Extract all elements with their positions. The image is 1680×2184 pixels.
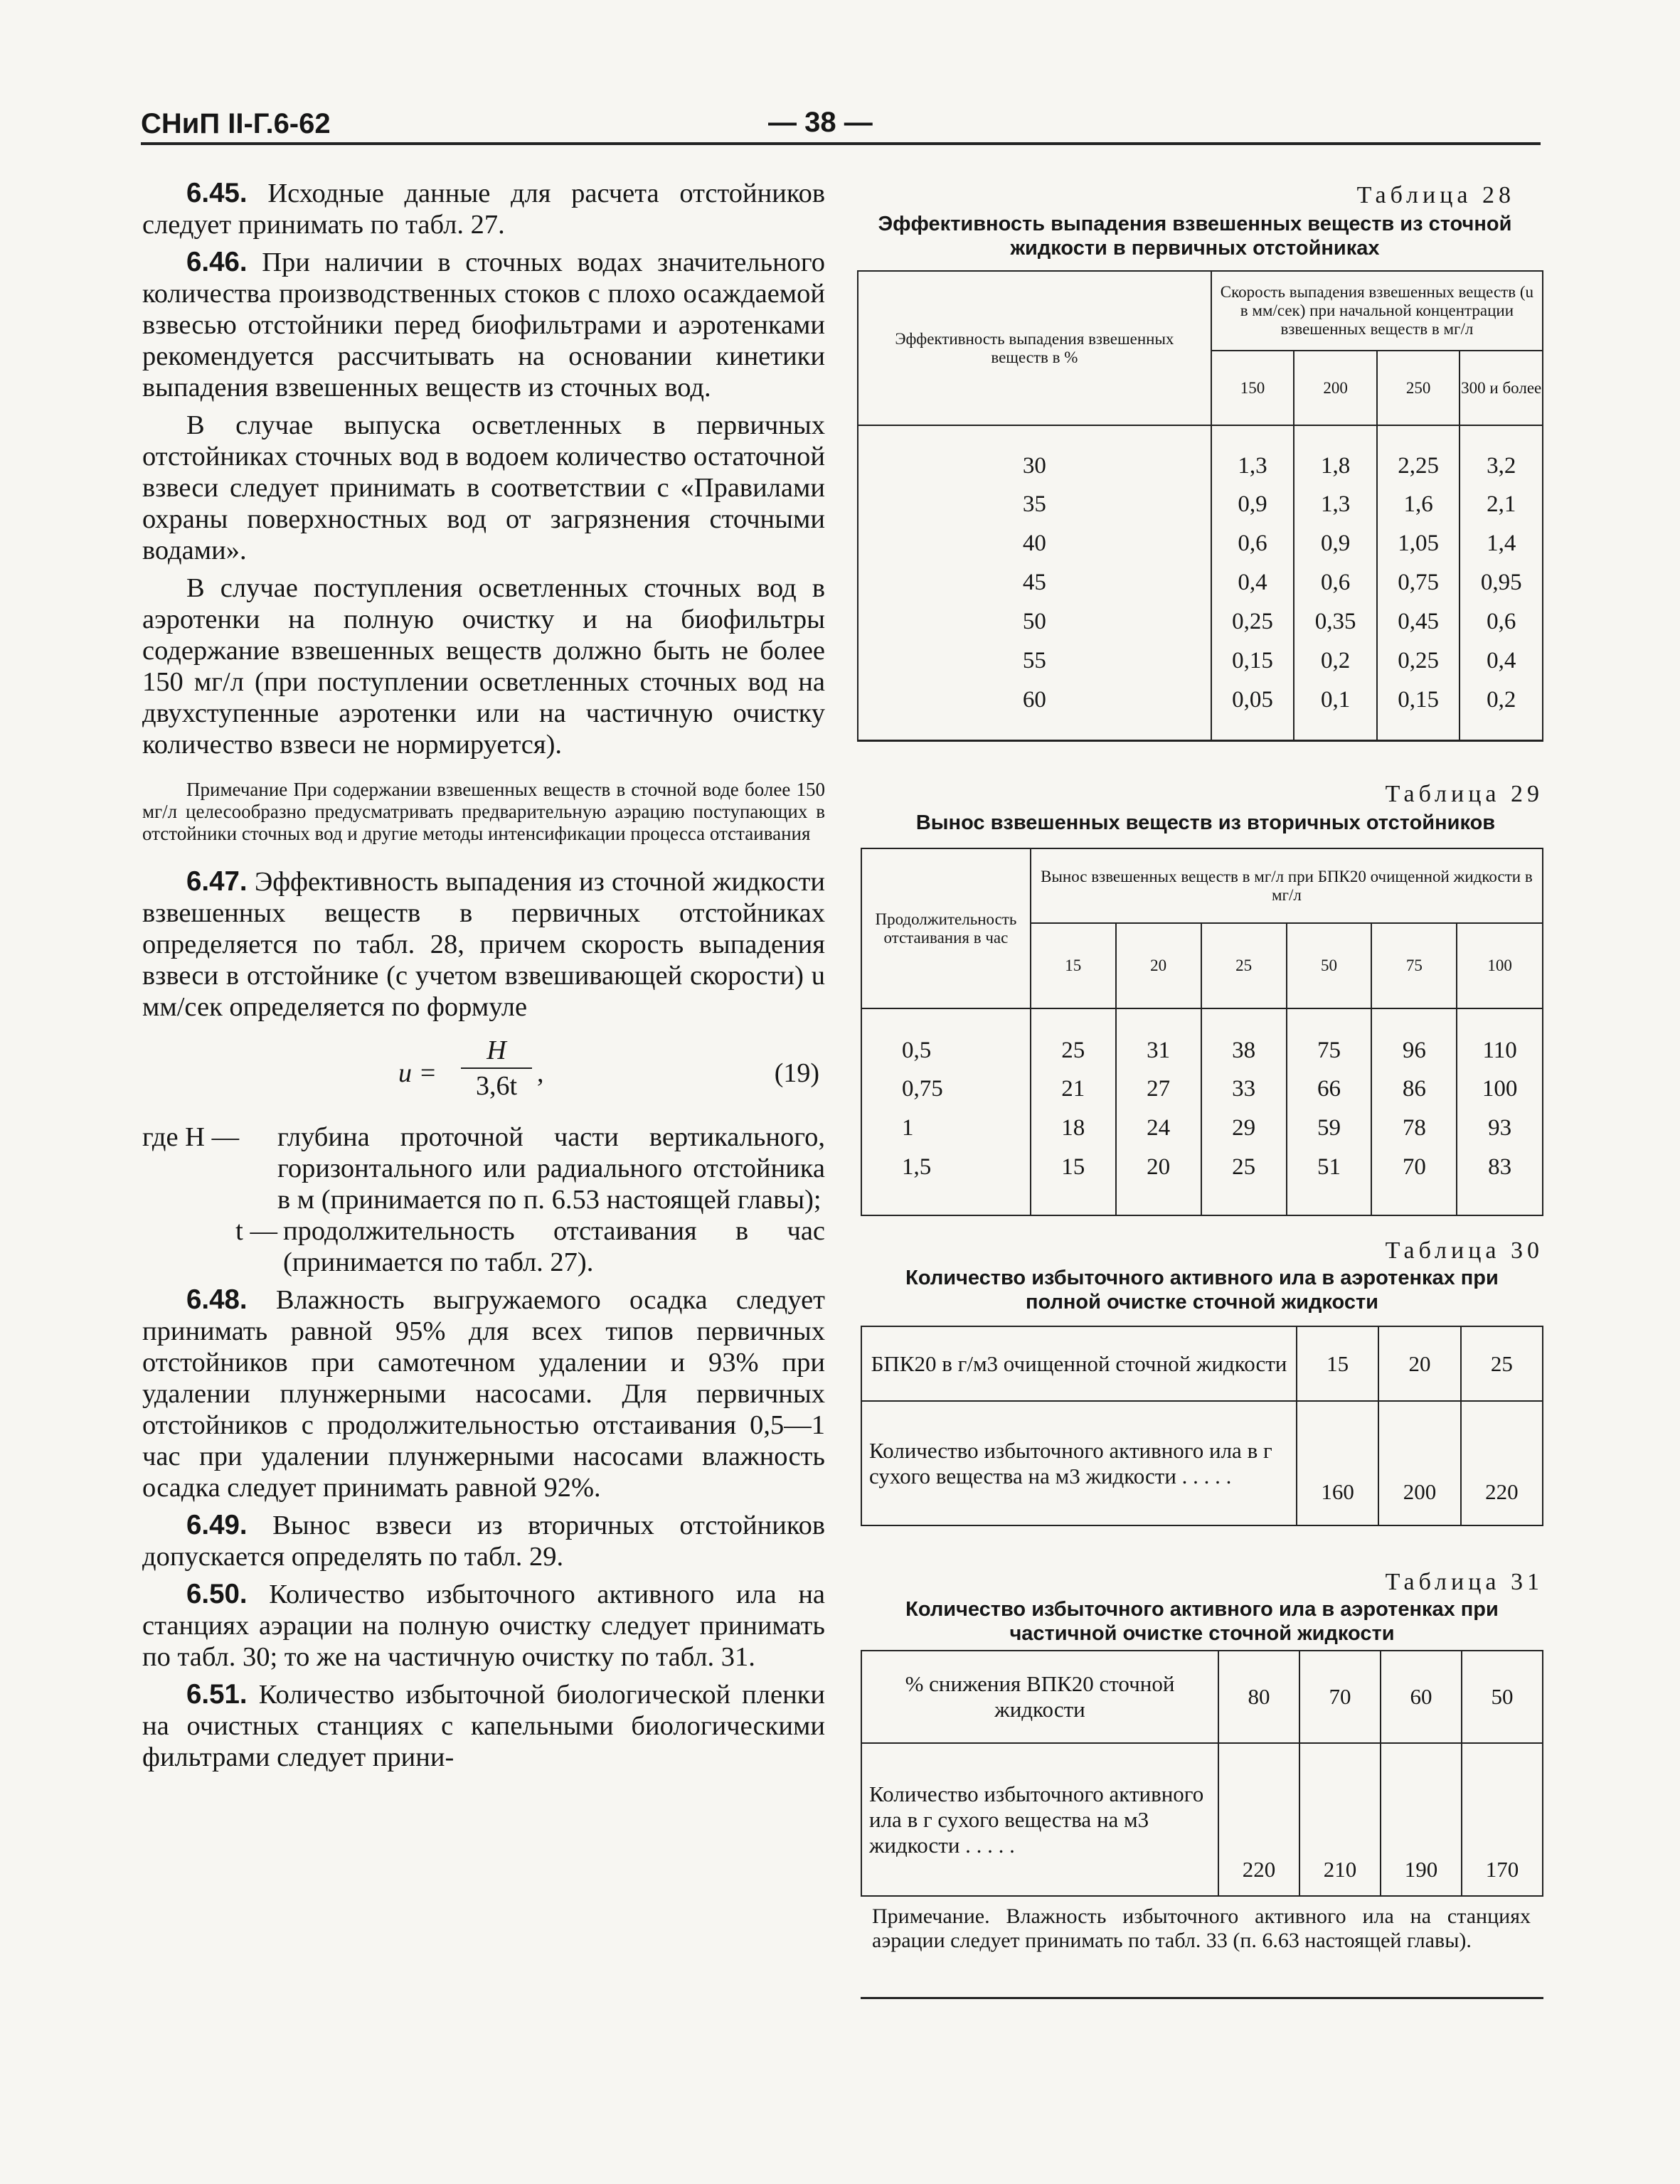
paragraph-6-45: [142, 178, 825, 240]
formula-19: [142, 1029, 825, 1122]
clause-number: 6.46.: [186, 247, 248, 277]
table-cell: 1,5: [861, 1148, 1031, 1187]
table-30-row-1: [861, 1326, 1543, 1401]
table-cell: 30: [858, 425, 1211, 485]
paragraph-6-46-b: В случае выпуска осветленных в первичных отстойниках сточных вод в водоем количество остаточной взвеси следует принимать в соответствии с «Правилами охраны поверхностных вод от загрязнения сточными водами».: [142, 410, 825, 565]
table-cell: 0,6: [1460, 602, 1543, 641]
definition-symbol: t —: [235, 1216, 277, 1246]
paragraph-6-49: [142, 1510, 825, 1572]
table-cell: 1,3: [1294, 485, 1377, 524]
formula-denominator: 3,6t: [475, 1071, 518, 1101]
table-cell: 83: [1457, 1148, 1543, 1187]
table-cell: 200: [1378, 1401, 1460, 1525]
table-cell: 60: [1381, 1651, 1462, 1743]
table-28-caption: Таблица 28: [1356, 182, 1515, 208]
table-cell: 0,25: [1377, 641, 1460, 681]
paragraph-6-51: [142, 1679, 825, 1773]
table-28-col1-header: Эффективность выпадения взвешенных веществ в %: [858, 271, 1211, 425]
document-code: СНиП II-Г.6-62: [141, 108, 331, 139]
table-cell: 51: [1287, 1148, 1372, 1187]
table-cell: 0,2: [1460, 681, 1543, 720]
table-cell: 3,2: [1460, 425, 1543, 485]
table-cell: 0,75: [861, 1070, 1031, 1109]
table-cell: 0,1: [1294, 681, 1377, 720]
table-spacer-cell: [1460, 720, 1543, 741]
table-spacer-cell: [1031, 1187, 1116, 1215]
table-cell: 25: [1031, 1008, 1116, 1070]
table-cell: 1: [861, 1109, 1031, 1148]
table-cell: 210: [1299, 1743, 1381, 1896]
table-cell: 66: [1287, 1070, 1372, 1109]
table-spacer-cell: [1201, 1187, 1287, 1215]
table-29-subheader: 75: [1371, 923, 1457, 1008]
table-cell: 75: [1287, 1008, 1372, 1070]
table-31-row2-label: Количество избыточного активного ила в г сухого вещества на м3 жидкости . . . . .: [861, 1743, 1218, 1896]
table-cell: 35: [858, 485, 1211, 524]
table-29: [861, 848, 1543, 1216]
table-cell: 0,5: [861, 1008, 1031, 1070]
formula-numerator: H: [461, 1035, 532, 1069]
table-row: [858, 602, 1543, 641]
table-28-group-header: Скорость выпадения взвешенных веществ (u в мм/сек) при начальной концентрации взвешенных веществ в мг/л: [1211, 271, 1543, 351]
table-cell: 29: [1201, 1109, 1287, 1148]
table-row: [858, 681, 1543, 720]
clause-text: Исходные данные для расчета отстойников следует принимать по табл. 27.: [142, 179, 826, 240]
table-28: [857, 270, 1543, 741]
clause-number: 6.50.: [186, 1579, 248, 1609]
table-spacer-cell: [1377, 720, 1460, 741]
table-cell: 1,6: [1377, 485, 1460, 524]
formula-number: (19): [774, 1058, 819, 1088]
table-cell: 70: [1371, 1148, 1457, 1187]
table-spacer-cell: [1457, 1187, 1543, 1215]
table-cell: 170: [1462, 1743, 1543, 1896]
table-29-col1-header: Продолжительность отстаивания в час: [861, 848, 1031, 1008]
table-row: [861, 1070, 1543, 1109]
table-29-subheader: 20: [1116, 923, 1201, 1008]
table-cell: 220: [1461, 1401, 1543, 1525]
table-31-title: Количество избыточного активного ила в аэротенках при частичной очистке сточной жидкости: [905, 1598, 1499, 1645]
table-cell: 60: [858, 681, 1211, 720]
table-spacer-cell: [1287, 1187, 1372, 1215]
definition-h: [142, 1122, 825, 1215]
table-cell: 0,05: [1211, 681, 1294, 720]
table-cell: 38: [1201, 1008, 1287, 1070]
table-cell: 0,35: [1294, 602, 1377, 641]
paragraph-6-46: [142, 247, 825, 403]
table-31-row1-label: % снижения ВПК20 сточной жидкости: [861, 1651, 1218, 1743]
table-cell: 1,4: [1460, 524, 1543, 563]
table-cell: 0,4: [1460, 641, 1543, 681]
table-cell: 86: [1371, 1070, 1457, 1109]
clause-text: Количество избыточного активного ила на станциях аэрации на полную очистку следует принимать по табл. 30; то же на частичную очистку по табл. 31.: [142, 1580, 826, 1672]
header-rule: [141, 142, 1541, 145]
table-row: [861, 1008, 1543, 1070]
table-28-subheader: 200: [1294, 351, 1377, 425]
table-cell: 110: [1457, 1008, 1543, 1070]
table-row: [858, 425, 1543, 485]
table-spacer-row: [861, 1187, 1543, 1215]
clause-text: Эффективность выпадения из сточной жидкости взвешенных веществ в первичных отстойниках определяется по табл. 28, причем скорость выпадения взвеси в отстойнике (с учетом взвешивающей скорости) u мм/сек определяется по формуле: [142, 867, 825, 1022]
clause-number: 6.49.: [186, 1510, 248, 1540]
clause-text: Вынос взвеси из вторичных отстойников допускается определять по табл. 29.: [142, 1511, 826, 1572]
table-cell: 0,9: [1294, 524, 1377, 563]
table-cell: 18: [1031, 1109, 1116, 1148]
clause-number: 6.48.: [186, 1284, 248, 1315]
table-31-row-2: [861, 1743, 1543, 1896]
formula-fraction: [461, 1035, 532, 1102]
table-cell: 40: [858, 524, 1211, 563]
table-30-caption: Таблица 30: [1385, 1237, 1543, 1264]
clause-text: Влажность выгружаемого осадка следует принимать равной 95% для всех типов первичных отстойников при самотечном удалении и 93% при удалении плунжерными насосами. Для первичных отстойников с продолжительностью отстаивания 0,5—1 час при удалении плунжерными насосами влажность осадка следует принимать равной 92%.: [142, 1285, 826, 1503]
paragraph-6-47: [142, 866, 825, 1023]
note-1: Примечание При содержании взвешенных веществ в сточной воде более 150 мг/л целесообразно предусматривать предварительную аэрацию поступающих в отстойники сточных вод и другие методы интенсификации процесса отстаивания: [142, 779, 825, 844]
table-row: [858, 641, 1543, 681]
table-30: [861, 1326, 1543, 1526]
formula-lhs: u =: [398, 1058, 437, 1088]
clause-number: 6.47.: [186, 866, 248, 897]
table-28-title: Эффективность выпадения взвешенных веществ из сточной жидкости в первичных отстойниках: [878, 213, 1512, 260]
table-row: [858, 524, 1543, 563]
table-28-subheader: 150: [1211, 351, 1294, 425]
table-row: [858, 485, 1543, 524]
table-29-subheader: 25: [1201, 923, 1287, 1008]
table-29-group-header: Вынос взвешенных веществ в мг/л при БПК20 очищенной жидкости в мг/л: [1031, 848, 1543, 923]
table-cell: 55: [858, 641, 1211, 681]
definition-text: продолжительность отстаивания в час (принимается по табл. 27).: [283, 1216, 825, 1277]
table-cell: 0,9: [1211, 485, 1294, 524]
table-row: [858, 563, 1543, 602]
formula-comma: ,: [537, 1058, 544, 1088]
table-cell: 1,05: [1377, 524, 1460, 563]
table-cell: 20: [1116, 1148, 1201, 1187]
clause-text: Количество избыточной биологической пленки на очистных станциях с капельными биологическими фильтрами следует прини-: [142, 1680, 825, 1772]
clause-number: 6.51.: [186, 1679, 248, 1710]
left-column: [142, 178, 825, 1779]
paragraph-6-48: [142, 1284, 825, 1503]
table-spacer-cell: [1211, 720, 1294, 741]
table-cell: 0,6: [1294, 563, 1377, 602]
table-cell: 20: [1378, 1326, 1460, 1401]
table-cell: 33: [1201, 1070, 1287, 1109]
table-cell: 25: [1201, 1148, 1287, 1187]
table-cell: 190: [1381, 1743, 1462, 1896]
table-cell: 15: [1031, 1148, 1116, 1187]
table-cell: 0,4: [1211, 563, 1294, 602]
formula-definitions: [142, 1122, 825, 1278]
table-cell: 27: [1116, 1070, 1201, 1109]
table-cell: 0,25: [1211, 602, 1294, 641]
table-29-subheader: 50: [1287, 923, 1372, 1008]
clause-text: При наличии в сточных водах значительного количества производственных стоков с плохо осаждаемой взвесью отстойники перед биофильтрами и аэротенками рекомендуется рассчитывать на основании кинетики выпадения взвешенных веществ из сточных вод.: [142, 247, 826, 403]
table-31-note: Примечание. Влажность избыточного активного ила на станциях аэрации следует принимать по табл. 33 (п. 6.63 настоящей главы).: [872, 1905, 1531, 1952]
definition-symbol: где H —: [142, 1122, 240, 1152]
table-cell: 50: [1462, 1651, 1543, 1743]
table-cell: 0,75: [1377, 563, 1460, 602]
paragraph-6-50: [142, 1579, 825, 1673]
table-cell: 70: [1299, 1651, 1381, 1743]
table-spacer-cell: [1294, 720, 1377, 741]
table-cell: 80: [1218, 1651, 1299, 1743]
table-cell: 31: [1116, 1008, 1201, 1070]
table-cell: 100: [1457, 1070, 1543, 1109]
definition-t: [142, 1215, 825, 1278]
table-29-title: Вынос взвешенных веществ из вторичных отстойников: [915, 811, 1496, 834]
table-cell: 1,8: [1294, 425, 1377, 485]
table-cell: 2,1: [1460, 485, 1543, 524]
table-spacer-cell: [861, 1187, 1031, 1215]
table-cell: 96: [1371, 1008, 1457, 1070]
table-30-row2-label: Количество избыточного активного ила в г сухого вещества на м3 жидкости . . . . .: [861, 1401, 1297, 1525]
table-cell: 50: [858, 602, 1211, 641]
page-number: — 38 —: [768, 107, 873, 138]
table-cell: 78: [1371, 1109, 1457, 1148]
table-cell: 25: [1461, 1326, 1543, 1401]
table-cell: 2,25: [1377, 425, 1460, 485]
table-cell: 0,95: [1460, 563, 1543, 602]
table-29-caption: Таблица 29: [1385, 781, 1543, 807]
table-cell: 45: [858, 563, 1211, 602]
table-cell: 15: [1297, 1326, 1378, 1401]
table-cell: 160: [1297, 1401, 1378, 1525]
table-cell: 0,15: [1377, 681, 1460, 720]
paragraph-6-46-c: В случае поступления осветленных сточных вод в аэротенки на полную очистку и на биофильтры содержание взвешенных веществ должно быть не более 150 мг/л (при поступлении осветленных сточных вод на двухступенные аэротенки или на частичную очистку количество взвеси не нормируется).: [142, 573, 825, 760]
table-cell: 93: [1457, 1109, 1543, 1148]
table-cell: 0,6: [1211, 524, 1294, 563]
table-cell: 0,45: [1377, 602, 1460, 641]
table-cell: 21: [1031, 1070, 1116, 1109]
table-spacer-cell: [858, 720, 1211, 741]
table-30-row-2: [861, 1401, 1543, 1525]
table-cell: 59: [1287, 1109, 1372, 1148]
table-29-subheader: 15: [1031, 923, 1116, 1008]
table-cell: 1,3: [1211, 425, 1294, 485]
table-31-bottom-rule: [861, 1997, 1543, 1999]
table-cell: 220: [1218, 1743, 1299, 1896]
table-cell: 0,15: [1211, 641, 1294, 681]
table-row: [861, 1109, 1543, 1148]
table-spacer-cell: [1116, 1187, 1201, 1215]
table-31: [861, 1650, 1543, 1897]
table-spacer-cell: [1371, 1187, 1457, 1215]
table-28-subheader: 300 и более: [1460, 351, 1543, 425]
clause-number: 6.45.: [186, 178, 248, 208]
table-row: [861, 1148, 1543, 1187]
definition-text: глубина проточной части вертикального, горизонтального или радиального отстойника в м (принимается по п. 6.53 настоящей главы);: [277, 1122, 825, 1215]
table-29-subheader: 100: [1457, 923, 1543, 1008]
table-spacer-row: [858, 720, 1543, 741]
table-28-bottom-rule: [857, 740, 1543, 742]
table-30-row1-label: БПК20 в г/м3 очищенной сточной жидкости: [861, 1326, 1297, 1401]
table-cell: 0,2: [1294, 641, 1377, 681]
table-28-subheader: 250: [1377, 351, 1460, 425]
table-31-row-1: [861, 1651, 1543, 1743]
table-31-caption: Таблица 31: [1385, 1569, 1543, 1595]
table-30-title: Количество избыточного активного ила в аэротенках при полной очистке сточной жидкости: [905, 1267, 1499, 1314]
table-cell: 24: [1116, 1109, 1201, 1148]
